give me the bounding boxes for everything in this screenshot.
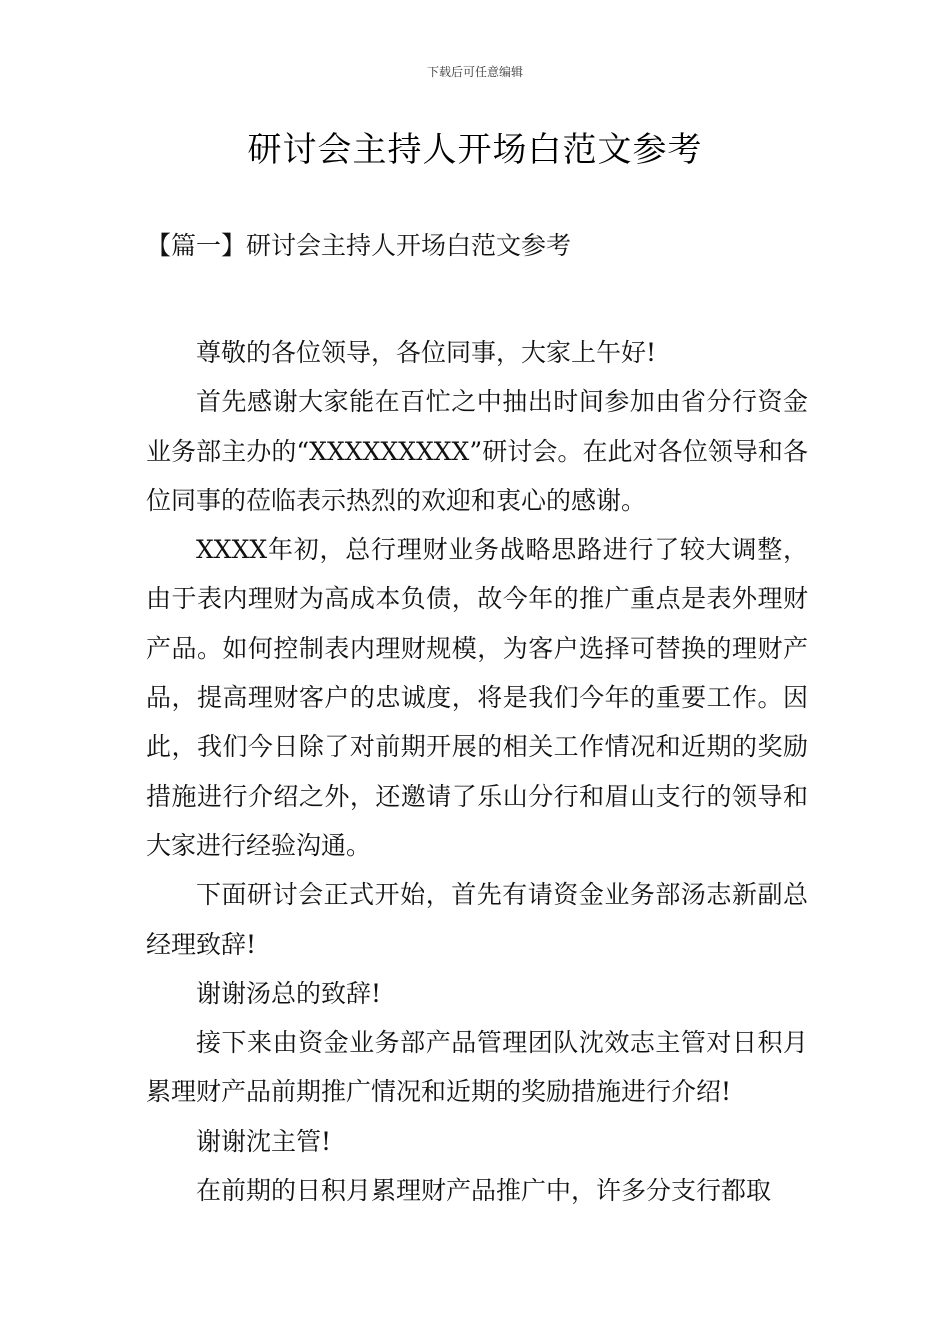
paragraph-background: XXXX年初，总行理财业务战略思路进行了较大调整，由于表内理财为高成本负债，故今年的推广重点是表外理财产品。如何控制表内理财规模，为客户选择可替换的理财产品，提高理财客户的忠诚度，将是我们今年的重要工作。因此，我们今日除了对前期开展的相关工作情况和近期的奖励措施进行介绍之外，还邀请了乐山分行和眉山支行的领导和大家进行经验沟通。 [146,535,808,860]
paragraph-thanks: 首先感谢大家能在百忙之中抽出时间参加由省分行资金业务部主办的“XXXXXXXXX”研讨会。在此对各位领导和各位同事的莅临表示热烈的欢迎和衷心的感谢。 [146,387,808,515]
paragraph-continuation: 在前期的日积月累理财产品推广中，许多分支行都取 [196,1176,772,1206]
section-heading: 【篇一】研讨会主持人开场白范文参考 [146,231,572,260]
paragraph-greeting: 尊敬的各位领导，各位同事，大家上午好! [196,338,657,367]
body-text [146,328,808,1215]
paragraph-thanks-shen: 谢谢沈主管! [196,1126,332,1156]
paragraph-opening: 下面研讨会正式开始，首先有请资金业务部汤志新副总经理致辞! [146,880,808,959]
header-note: 下载后可任意编辑 [426,65,523,79]
paragraph-introduction: 接下来由资金业务部产品管理团队沈效志主管对日积月累理财产品前期推广情况和近期的奖励措施进行介绍! [146,1028,808,1107]
page-title: 研讨会主持人开场白范文参考 [247,130,703,170]
paragraph-thanks-tang: 谢谢汤总的致辞! [196,978,382,1008]
